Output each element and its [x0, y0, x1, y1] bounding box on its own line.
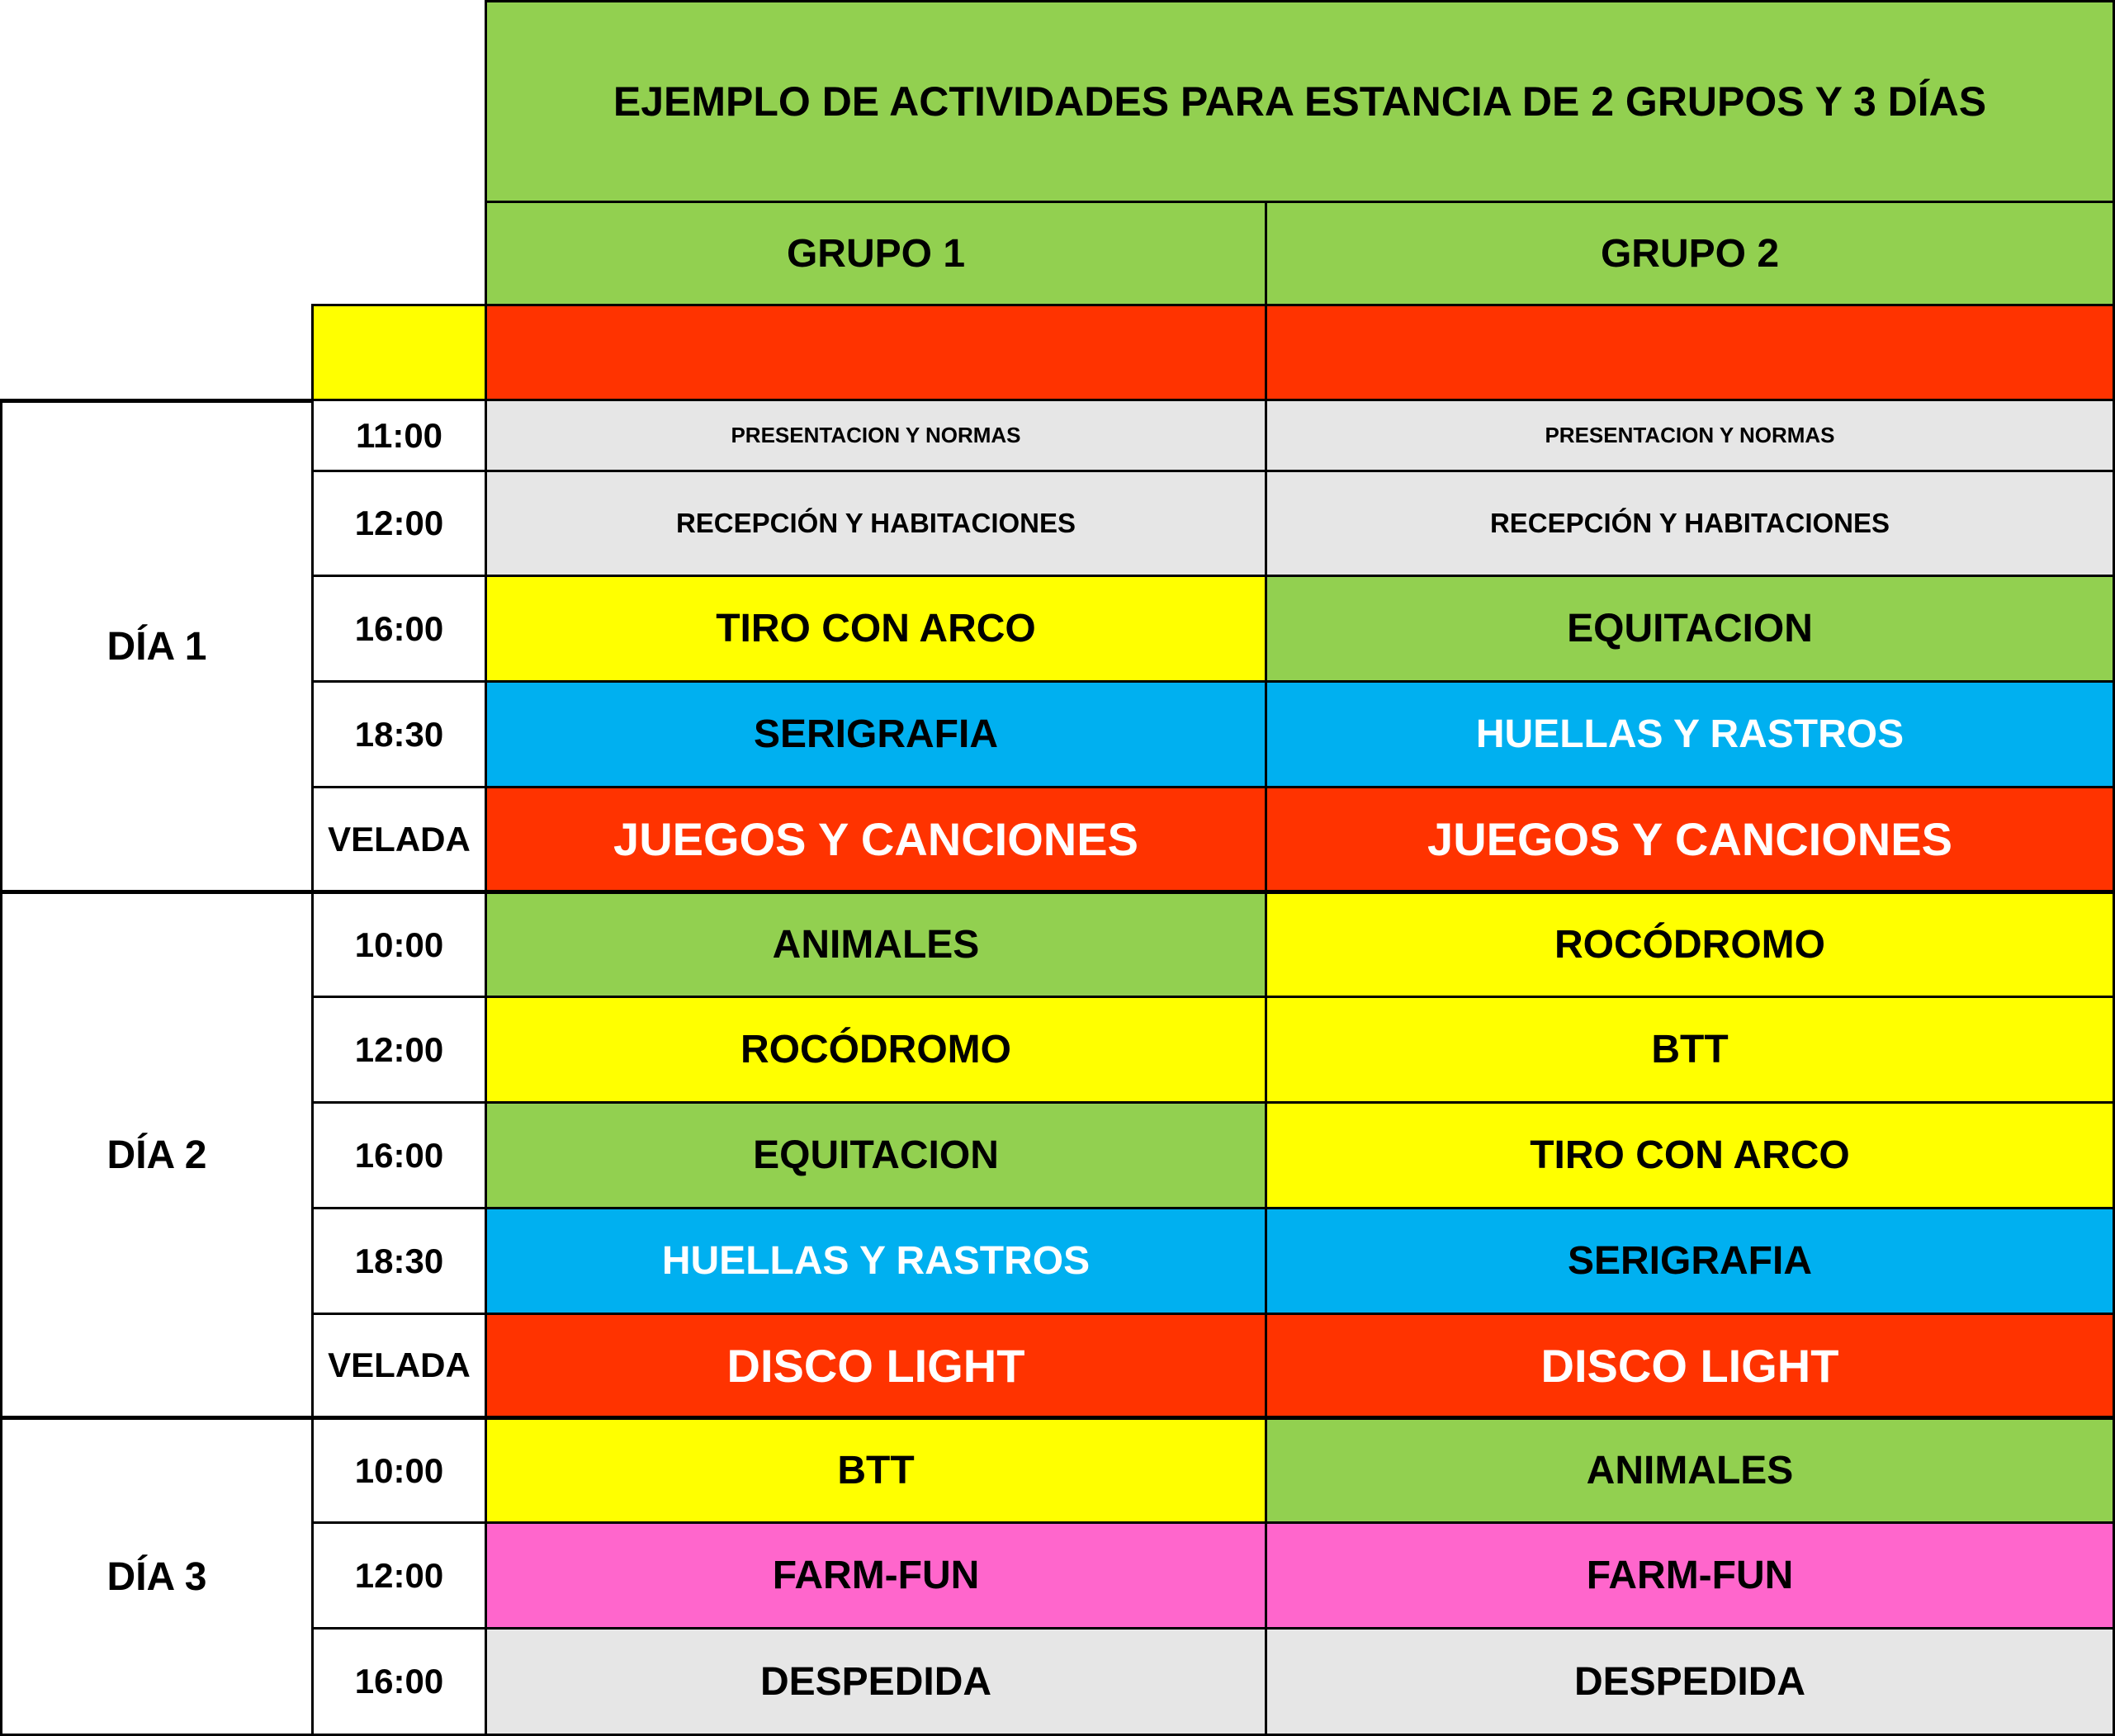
time-header-blank	[311, 304, 487, 401]
activity-cell: FARM-FUN	[485, 1521, 1267, 1630]
activity-cell: RECEPCIÓN Y HABITACIONES	[1265, 470, 2115, 577]
time-cell: 11:00	[311, 399, 487, 472]
day-1-label: DÍA 1	[0, 399, 314, 892]
activity-cell: TIRO CON ARCO	[485, 575, 1267, 683]
activity-cell: DESPEDIDA	[485, 1627, 1267, 1736]
time-cell: 18:30	[311, 680, 487, 788]
activity-cell: HUELLAS Y RASTROS	[485, 1207, 1267, 1315]
activity-cell: SERIGRAFIA	[485, 680, 1267, 788]
activity-cell: BTT	[1265, 996, 2115, 1104]
group-1-color-bar	[485, 304, 1267, 401]
activity-cell: SERIGRAFIA	[1265, 1207, 2115, 1315]
activity-cell: BTT	[485, 1416, 1267, 1524]
time-cell: 18:30	[311, 1207, 487, 1315]
activity-cell: ROCÓDROMO	[485, 996, 1267, 1104]
time-cell: VELADA	[311, 1313, 487, 1418]
time-cell: 10:00	[311, 1416, 487, 1524]
activity-cell: PRESENTACION Y NORMAS	[485, 399, 1267, 472]
time-cell: 12:00	[311, 470, 487, 577]
group-2-header: GRUPO 2	[1265, 201, 2115, 306]
activity-cell: ANIMALES	[485, 890, 1267, 998]
day-2-label: DÍA 2	[0, 890, 314, 1418]
activity-cell: FARM-FUN	[1265, 1521, 2115, 1630]
activity-cell: JUEGOS Y CANCIONES	[1265, 786, 2115, 892]
time-cell: VELADA	[311, 786, 487, 892]
time-cell: 16:00	[311, 1627, 487, 1736]
time-cell: 12:00	[311, 1521, 487, 1630]
activity-cell: ROCÓDROMO	[1265, 890, 2115, 998]
activity-cell: TIRO CON ARCO	[1265, 1101, 2115, 1209]
activity-cell: JUEGOS Y CANCIONES	[485, 786, 1267, 892]
activity-cell: HUELLAS Y RASTROS	[1265, 680, 2115, 788]
activity-cell: DESPEDIDA	[1265, 1627, 2115, 1736]
time-cell: 16:00	[311, 1101, 487, 1209]
time-cell: 16:00	[311, 575, 487, 683]
time-cell: 10:00	[311, 890, 487, 998]
group-2-color-bar	[1265, 304, 2115, 401]
time-cell: 12:00	[311, 996, 487, 1104]
activity-cell: EQUITACION	[1265, 575, 2115, 683]
activity-cell: DISCO LIGHT	[1265, 1313, 2115, 1418]
schedule-title: EJEMPLO DE ACTIVIDADES PARA ESTANCIA DE 2 GRUPOS Y 3 DÍAS	[485, 0, 2115, 203]
activity-cell: ANIMALES	[1265, 1416, 2115, 1524]
day-3-label: DÍA 3	[0, 1416, 314, 1736]
activity-cell: DISCO LIGHT	[485, 1313, 1267, 1418]
activity-cell: EQUITACION	[485, 1101, 1267, 1209]
group-1-header: GRUPO 1	[485, 201, 1267, 306]
activity-cell: PRESENTACION Y NORMAS	[1265, 399, 2115, 472]
activity-cell: RECEPCIÓN Y HABITACIONES	[485, 470, 1267, 577]
